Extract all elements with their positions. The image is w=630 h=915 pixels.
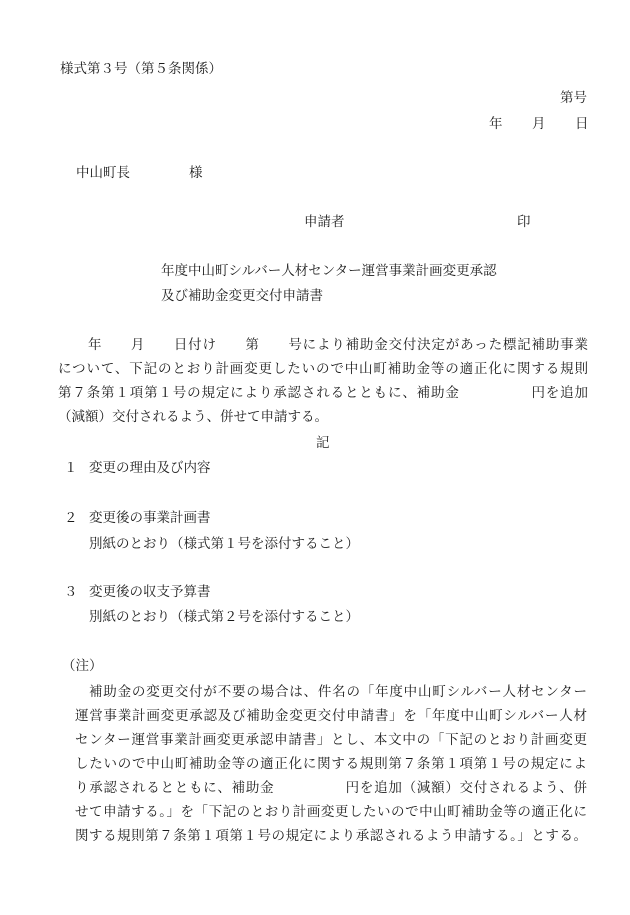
- seal-mark: 印: [517, 214, 531, 230]
- body-line: について、下記のとおり計画変更したいので中山町補助金等の適正化に関する規則: [58, 361, 588, 377]
- form-number-label: 様式第３号（第５条関係）: [60, 61, 222, 77]
- item-detail: 別紙のとおり（様式第２号を添付すること）: [89, 609, 359, 625]
- item-number: ３: [64, 584, 78, 600]
- body-line: 第７条第１項第１号の規定により承認されるとともに、補助金 円を追加: [58, 385, 588, 401]
- ki-heading: 記: [316, 435, 330, 451]
- item-number: １: [64, 460, 78, 476]
- body-line: （減額）交付されるよう、併せて申請する。: [58, 409, 328, 425]
- addressee-name: 中山町長: [76, 165, 130, 181]
- date-year-label: 年: [489, 116, 503, 132]
- body-line: 年 月 日付け 第 号により補助金交付決定があった標記補助事業: [88, 337, 588, 353]
- note-line: せて申請する。」を「下記のとおり計画変更したいので中山町補助金等の適正化に: [75, 804, 587, 820]
- document-number-label: 第号: [560, 90, 587, 106]
- item-detail: 別紙のとおり（様式第１号を添付すること）: [89, 536, 359, 552]
- item-title: 変更後の収支予算書: [89, 584, 211, 600]
- date-day-label: 日: [575, 116, 589, 132]
- note-label: （注）: [62, 658, 103, 674]
- document-title-line-2: 及び補助金変更交付申請書: [161, 288, 323, 304]
- note-line: したいので中山町補助金等の適正化に関する規則第７条第１項第１号の規定によ: [75, 756, 587, 772]
- applicant-label: 申請者: [304, 214, 345, 230]
- item-number: ２: [64, 510, 78, 526]
- addressee-honorific: 様: [189, 165, 203, 181]
- item-title: 変更後の事業計画書: [89, 510, 211, 526]
- note-line: り承認されるとともに、補助金 円を追加（減額）交付されるよう、併: [75, 780, 587, 796]
- note-line: 運営事業計画変更承認及び補助金変更交付申請書」を「年度中山町シルバー人材: [75, 708, 587, 724]
- note-line: センター運営事業計画変更承認申請書」とし、本文中の「下記のとおり計画変更: [75, 732, 587, 748]
- date-month-label: 月: [532, 116, 546, 132]
- note-line: 補助金の変更交付が不要の場合は、件名の「年度中山町シルバー人材センター: [89, 684, 587, 700]
- note-line: 関する規則第７条第１項第１号の規定により承認されるよう申請する。」とする。: [75, 828, 587, 844]
- item-title: 変更の理由及び内容: [89, 460, 211, 476]
- document-title-line-1: 年度中山町シルバー人材センター運営事業計画変更承認: [161, 263, 497, 279]
